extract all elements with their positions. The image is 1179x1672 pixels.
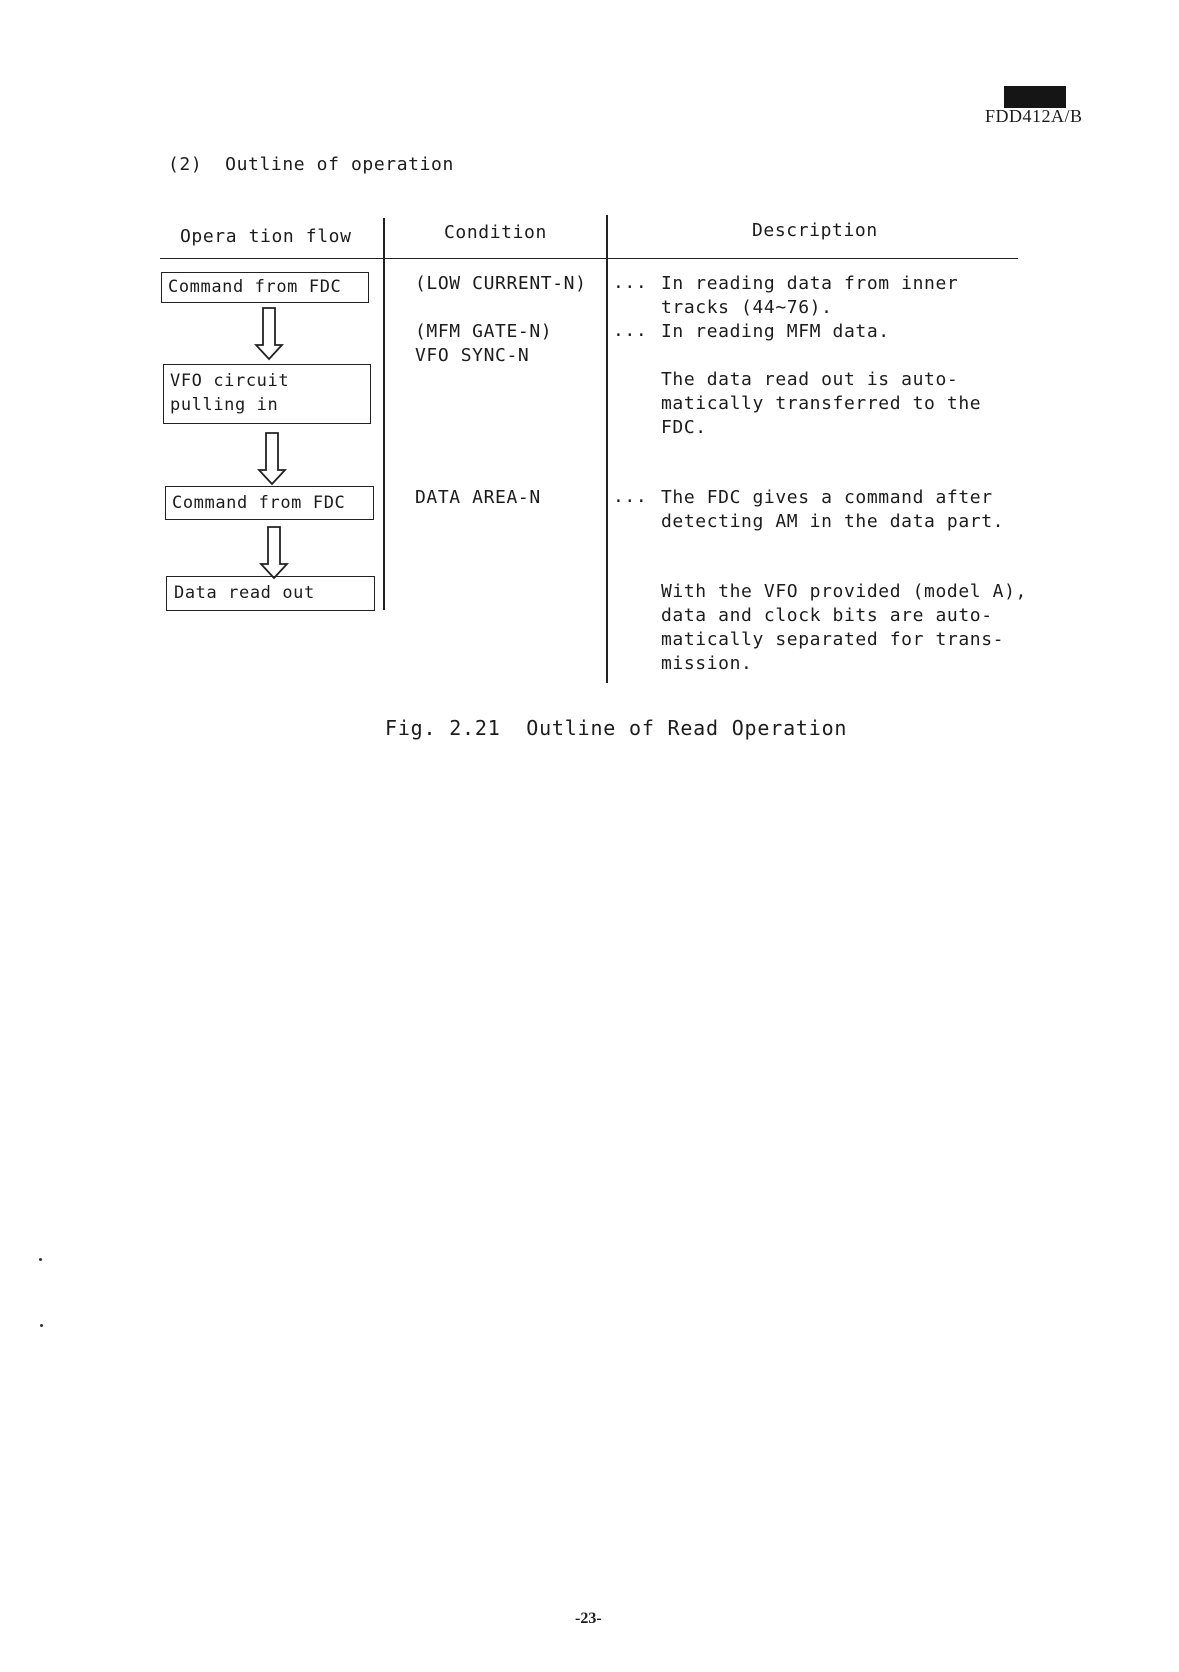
down-arrow-icon — [257, 432, 287, 486]
description-inner-tracks — [661, 272, 958, 320]
column-header-description: Description — [752, 220, 878, 241]
leader-dots: ... — [613, 320, 648, 341]
section-title: (2) Outline of operation — [168, 154, 454, 175]
condition-mfm-gate: (MFM GATE-N) — [415, 321, 553, 342]
condition-vfo-sync: VFO SYNC-N — [415, 345, 530, 366]
flow-step-data-read-out: Data read out — [166, 576, 375, 611]
description-line: The data read out is auto- — [661, 369, 959, 390]
description-line: detecting AM in the data part. — [661, 511, 1005, 532]
header-black-mark — [1004, 86, 1066, 108]
description-vfo-separation — [661, 580, 1027, 676]
flow-step-command-from-fdc: Command from FDC — [161, 272, 369, 303]
column-divider-left — [383, 218, 385, 610]
description-line: tracks (44∼76). — [661, 297, 833, 318]
description-fdc-command — [661, 486, 1004, 534]
flow-step-line: VFO circuit — [170, 371, 290, 391]
description-line: FDC. — [661, 417, 707, 438]
flow-step-line: pulling in — [170, 395, 279, 415]
column-header-operation-flow: Opera tion flow — [180, 226, 352, 247]
page-number: -23- — [575, 1610, 602, 1627]
leader-dots: ... — [613, 486, 648, 507]
condition-data-area: DATA AREA-N — [415, 487, 541, 508]
down-arrow-icon — [259, 526, 289, 580]
description-line: matically transferred to the — [661, 393, 982, 414]
description-line: With the VFO provided (model A), — [661, 581, 1027, 602]
description-auto-transfer — [661, 368, 981, 440]
description-line: matically separated for trans- — [661, 629, 1005, 650]
scan-speck — [39, 1258, 42, 1261]
description-mfm-data: In reading MFM data. — [661, 321, 890, 342]
flow-step-command-from-fdc-2: Command from FDC — [165, 486, 374, 520]
down-arrow-icon — [254, 307, 284, 361]
leader-dots: ... — [613, 272, 648, 293]
condition-low-current: (LOW CURRENT-N) — [415, 273, 587, 294]
scan-speck — [40, 1324, 43, 1327]
description-line: In reading data from inner — [661, 273, 959, 294]
description-line: mission. — [661, 653, 753, 674]
column-header-condition: Condition — [444, 222, 547, 243]
flow-step-vfo-circuit-pulling-in — [163, 364, 371, 424]
column-divider-right — [606, 215, 608, 683]
description-line: The FDC gives a command after — [661, 487, 993, 508]
description-line: data and clock bits are auto- — [661, 605, 993, 626]
figure-caption: Fig. 2.21 Outline of Read Operation — [385, 716, 848, 740]
document-code: FDD412A/B — [985, 106, 1083, 126]
header-rule — [160, 258, 1018, 259]
